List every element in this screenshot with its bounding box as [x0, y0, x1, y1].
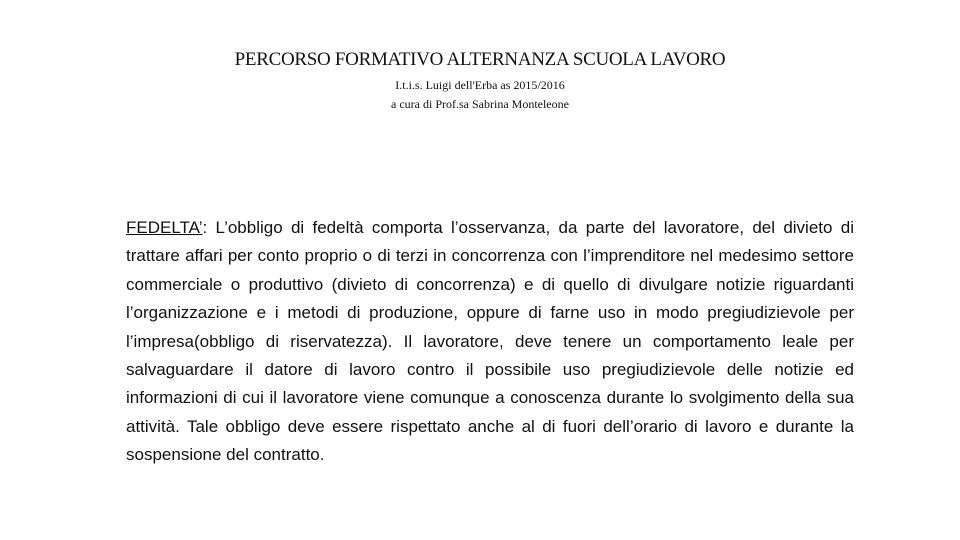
slide-header	[0, 48, 960, 114]
slide-title: PERCORSO FORMATIVO ALTERNANZA SCUOLA LAVORO	[234, 49, 726, 70]
school-subtitle: I.t.i.s. Luigi dell'Erba as 2015/2016	[395, 78, 565, 92]
term-separator: :	[202, 218, 216, 237]
author-subtitle: a cura di Prof.sa Sabrina Monteleone	[391, 97, 569, 111]
definition-text: L’obbligo di fedeltà comporta l’osservanza, da parte del lavoratore, del divieto di trattare affari per conto proprio o di terzi in concorrenza con l’imprenditore nel medesimo settore commerciale o produttivo (divieto di concorrenza) e di quello di divulgare notizie riguardanti l’organizzazione e i metodi di produzione, oppure di farne uso in modo pregiudizievole per l’impresa(obbligo di riservatezza). Il lavoratore, deve tenere un comportamento leale per salvaguardare il datore di lavoro contro il possibile uso pregiudizievole delle notizie ed informazioni di cui il lavoratore viene comunque a conoscenza durante lo svolgimento della sua attività. Tale obbligo deve essere rispettato anche al di fuori dell’orario di lavoro e durante la sospensione del contratto.	[126, 218, 854, 465]
definition-paragraph	[126, 214, 854, 470]
definition-term: FEDELTA’	[126, 218, 203, 237]
